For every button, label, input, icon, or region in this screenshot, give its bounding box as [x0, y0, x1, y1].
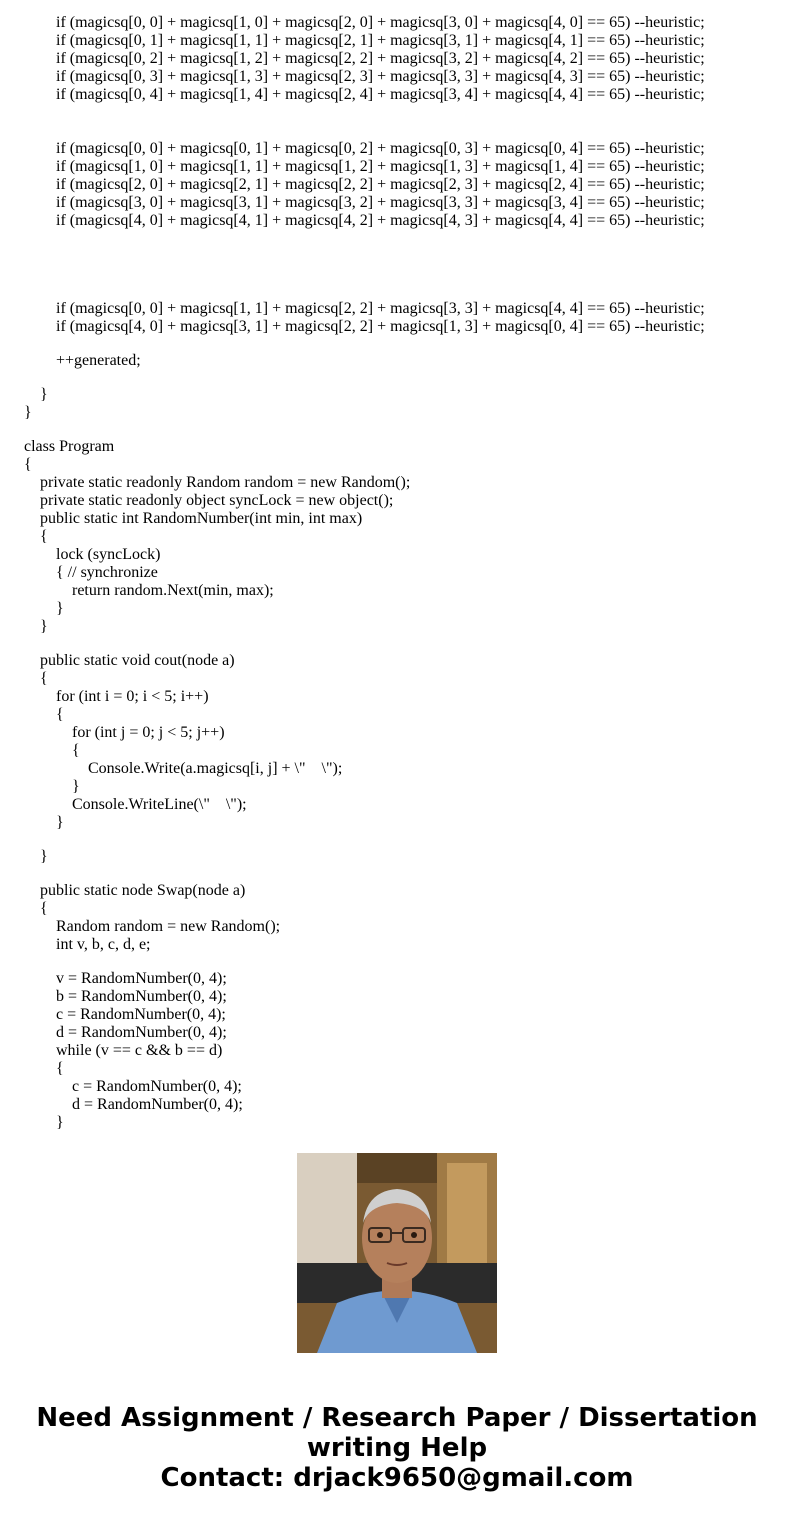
code-line: Console.Write(a.magicsq[i, j] + \" \"); [88, 760, 343, 777]
code-line: if (magicsq[0, 2] + magicsq[1, 2] + magicsq[2, 2] + magicsq[3, 2] + magicsq[4, 2] == 65) --heuristic; [56, 50, 705, 67]
footer-line-2: writing Help [306, 1433, 488, 1463]
footer-promo [0, 1403, 794, 1493]
code-line: v = RandomNumber(0, 4); [56, 970, 227, 987]
code-line: while (v == c && b == d) [56, 1042, 223, 1059]
code-line: { [56, 1060, 64, 1077]
code-line: if (magicsq[0, 1] + magicsq[1, 1] + magicsq[2, 1] + magicsq[3, 1] + magicsq[4, 1] == 65) --heuristic; [56, 32, 705, 49]
footer-line-1: Need Assignment / Research Paper / Dissertation [36, 1403, 758, 1433]
code-line: } [24, 404, 32, 421]
code-line: private static readonly object syncLock = new object(); [40, 492, 394, 509]
code-line: { [40, 528, 48, 545]
code-line: if (magicsq[0, 3] + magicsq[1, 3] + magicsq[2, 3] + magicsq[3, 3] + magicsq[4, 3] == 65) --heuristic; [56, 68, 705, 85]
code-line: { [72, 742, 80, 759]
code-line: if (magicsq[0, 0] + magicsq[0, 1] + magicsq[0, 2] + magicsq[0, 3] + magicsq[0, 4] == 65) --heuristic; [56, 140, 705, 157]
code-line: public static void cout(node a) [40, 652, 235, 669]
code-line: if (magicsq[0, 4] + magicsq[1, 4] + magicsq[2, 4] + magicsq[3, 4] + magicsq[4, 4] == 65) --heuristic; [56, 86, 705, 103]
code-line: for (int j = 0; j < 5; j++) [72, 724, 225, 741]
code-line: ++generated; [56, 352, 141, 369]
code-line: Console.WriteLine(\" \"); [72, 796, 247, 813]
code-listing [0, 14, 794, 1131]
code-line: if (magicsq[2, 0] + magicsq[2, 1] + magicsq[2, 2] + magicsq[2, 3] + magicsq[2, 4] == 65) --heuristic; [56, 176, 705, 193]
code-line: class Program [24, 438, 115, 455]
code-line: c = RandomNumber(0, 4); [72, 1078, 242, 1095]
code-line: } [40, 386, 48, 403]
code-line: lock (syncLock) [56, 546, 161, 563]
code-line: { // synchronize [56, 564, 158, 581]
code-line: if (magicsq[3, 0] + magicsq[3, 1] + magicsq[3, 2] + magicsq[3, 3] + magicsq[3, 4] == 65) --heuristic; [56, 194, 705, 211]
code-line: private static readonly Random random = new Random(); [40, 474, 411, 491]
footer-line-3: Contact: drjack9650@gmail.com [160, 1463, 634, 1493]
code-line: } [72, 778, 80, 795]
code-line: public static int RandomNumber(int min, int max) [40, 510, 363, 527]
code-line: { [40, 900, 48, 917]
code-line: if (magicsq[4, 0] + magicsq[3, 1] + magicsq[2, 2] + magicsq[1, 3] + magicsq[0, 4] == 65) --heuristic; [56, 318, 705, 335]
code-line: } [56, 600, 64, 617]
code-line: for (int i = 0; i < 5; i++) [56, 688, 209, 705]
code-line: if (magicsq[0, 0] + magicsq[1, 0] + magicsq[2, 0] + magicsq[3, 0] + magicsq[4, 0] == 65) --heuristic; [56, 14, 705, 31]
author-avatar [297, 1153, 497, 1353]
code-line: if (magicsq[0, 0] + magicsq[1, 1] + magicsq[2, 2] + magicsq[3, 3] + magicsq[4, 4] == 65) --heuristic; [56, 300, 705, 317]
code-line: Random random = new Random(); [56, 918, 281, 935]
code-line: d = RandomNumber(0, 4); [56, 1024, 227, 1041]
code-line: b = RandomNumber(0, 4); [56, 988, 227, 1005]
code-line: { [56, 706, 64, 723]
code-line: { [24, 456, 32, 473]
code-line: c = RandomNumber(0, 4); [56, 1006, 226, 1023]
code-line: d = RandomNumber(0, 4); [72, 1096, 243, 1113]
code-line: } [56, 1114, 64, 1131]
code-line: if (magicsq[1, 0] + magicsq[1, 1] + magicsq[1, 2] + magicsq[1, 3] + magicsq[1, 4] == 65) --heuristic; [56, 158, 705, 175]
code-line: return random.Next(min, max); [72, 582, 274, 599]
code-line: } [56, 814, 64, 831]
avatar-portrait [297, 1153, 497, 1353]
code-line: if (magicsq[4, 0] + magicsq[4, 1] + magicsq[4, 2] + magicsq[4, 3] + magicsq[4, 4] == 65) --heuristic; [56, 212, 705, 229]
code-line: int v, b, c, d, e; [56, 936, 151, 953]
code-line: } [40, 618, 48, 635]
code-line: } [40, 848, 48, 865]
code-line: { [40, 670, 48, 687]
code-line: public static node Swap(node a) [40, 882, 246, 899]
